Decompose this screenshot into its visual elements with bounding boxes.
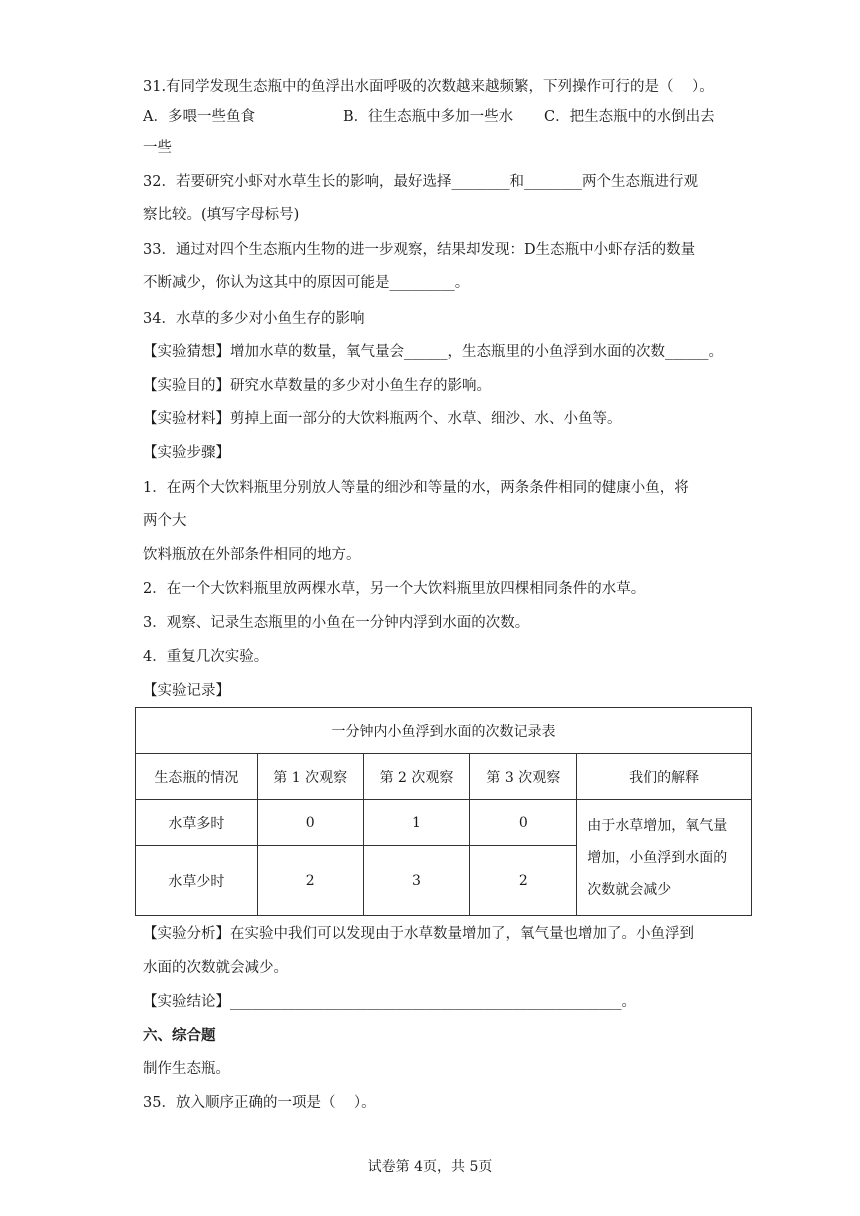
q34-steps-title: 【实验步骤】	[143, 445, 230, 461]
q31-option-a: A．多喂一些鱼食	[143, 109, 255, 125]
section-6-intro: 制作生态瓶。	[143, 1061, 230, 1077]
q34-analysis-2: 水面的次数就会减少。	[143, 960, 288, 976]
q35-stem: 35．放入顺序正确的一项是（ ）。	[143, 1095, 376, 1111]
table-header: 第 3 次观察	[470, 754, 577, 800]
table-caption: 一分钟内小鱼浮到水面的次数记录表	[136, 708, 752, 754]
q34-step-3: 3．观察、记录生态瓶里的小鱼在一分钟内浮到水面的次数。	[143, 615, 530, 631]
q34-step-1c: 饮料瓶放在外部条件相同的地方。	[143, 547, 361, 563]
table-header: 生态瓶的情况	[136, 754, 258, 800]
q34-hypothesis: 【实验猜想】增加水草的数量，氧气量会______，生态瓶里的小鱼浮到水面的次数______。	[143, 344, 723, 360]
table-cell: 0	[470, 800, 577, 846]
q34-conclusion: 【实验结论】______________________________________________________。	[143, 994, 636, 1010]
table-cell: 2	[257, 846, 363, 916]
table-cell: 1	[363, 800, 470, 846]
row-label: 水草多时	[136, 800, 258, 846]
table-cell: 0	[257, 800, 363, 846]
table-header: 第 1 次观察	[257, 754, 363, 800]
q34-purpose: 【实验目的】研究水草数量的多少对小鱼生存的影响。	[143, 378, 491, 394]
q31-option-c-continued: 一些	[143, 140, 172, 156]
table-header: 我们的解释	[577, 754, 752, 800]
q31-stem: 31.有同学发现生态瓶中的鱼浮出水面呼吸的次数越来越频繁，下列操作可行的是（ ）。	[143, 79, 714, 95]
explanation-cell: 由于水草增加，氧气量增加，小鱼浮到水面的次数就会减少	[577, 800, 752, 916]
q34-analysis-1: 【实验分析】在实验中我们可以发现由于水草数量增加了，氧气量也增加了。小鱼浮到	[143, 926, 694, 942]
q33-line-2: 不断减少，你认为这其中的原因可能是_________。	[143, 275, 470, 291]
section-6-heading: 六、综合题	[143, 1027, 216, 1044]
table-row	[136, 800, 752, 846]
q31-option-b: B．往生态瓶中多加一些水	[343, 109, 514, 125]
record-table	[135, 707, 752, 916]
q32-line-2: 察比较。(填写字母标号)	[143, 207, 300, 223]
q34-step-1a: 1．在两个大饮料瓶里分别放人等量的细沙和等量的水，两条条件相同的健康小鱼，将	[143, 480, 689, 496]
q34-materials: 【实验材料】剪掉上面一部分的大饮料瓶两个、水草、细沙、水、小鱼等。	[143, 411, 622, 427]
q34-record-title: 【实验记录】	[143, 683, 230, 699]
q33-line-1: 33．通过对四个生态瓶内生物的进一步观察，结果却发现：D生态瓶中小虾存活的数量	[143, 242, 696, 258]
table-cell: 3	[363, 846, 470, 916]
q34-title: 34．水草的多少对小鱼生存的影响	[143, 311, 365, 327]
row-label: 水草少时	[136, 846, 258, 916]
q34-step-2: 2．在一个大饮料瓶里放两棵水草，另一个大饮料瓶里放四棵相同条件的水草。	[143, 581, 646, 597]
page-footer: 试卷第 4页，共 5页	[367, 1159, 493, 1175]
q34-step-4: 4．重复几次实验。	[143, 649, 269, 665]
q34-step-1b: 两个大	[143, 513, 187, 529]
table-cell: 2	[470, 846, 577, 916]
q31-option-c: C．把生态瓶中的水倒出去	[544, 109, 715, 125]
table-header: 第 2 次观察	[363, 754, 470, 800]
q32-line-1: 32．若要研究小虾对水草生长的影响，最好选择________和________两个生态瓶进行观	[143, 174, 698, 190]
